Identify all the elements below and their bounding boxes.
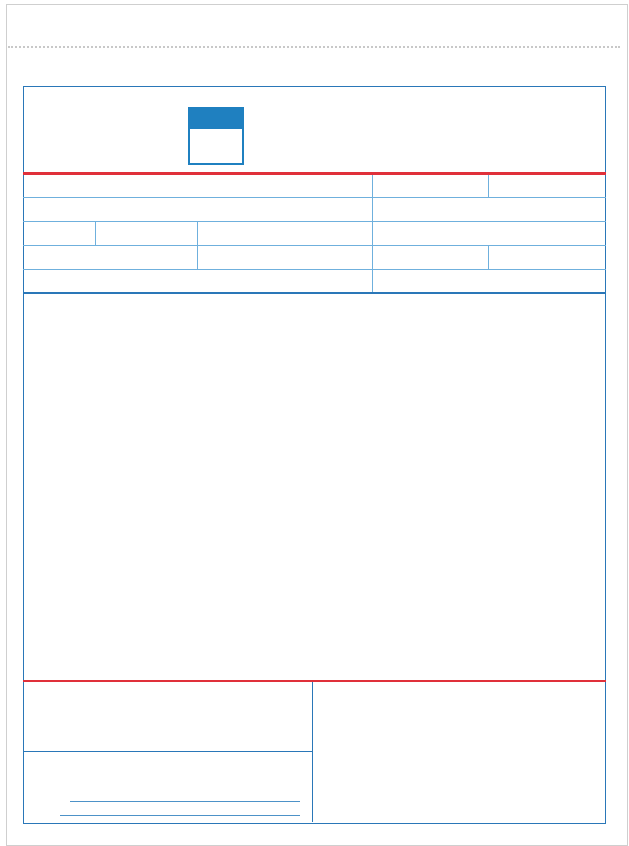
footer-divider — [312, 682, 313, 822]
rule — [488, 245, 489, 269]
footer-red-rule — [23, 680, 606, 682]
signature-line[interactable] — [70, 801, 300, 802]
rule — [23, 221, 606, 222]
free-business-design-logo — [188, 107, 244, 165]
rule — [372, 175, 373, 293]
logo-free — [190, 109, 242, 129]
rule — [95, 221, 96, 245]
rule — [23, 245, 606, 246]
rule — [488, 175, 489, 197]
binder-holes — [0, 20, 629, 40]
date-line[interactable] — [60, 815, 300, 816]
footer-split — [23, 751, 312, 752]
rule — [23, 269, 606, 270]
header-red-rule — [23, 172, 606, 175]
perforation-line — [8, 46, 620, 48]
table-top-rule — [23, 292, 606, 294]
rule — [197, 221, 198, 269]
rule — [23, 197, 606, 198]
